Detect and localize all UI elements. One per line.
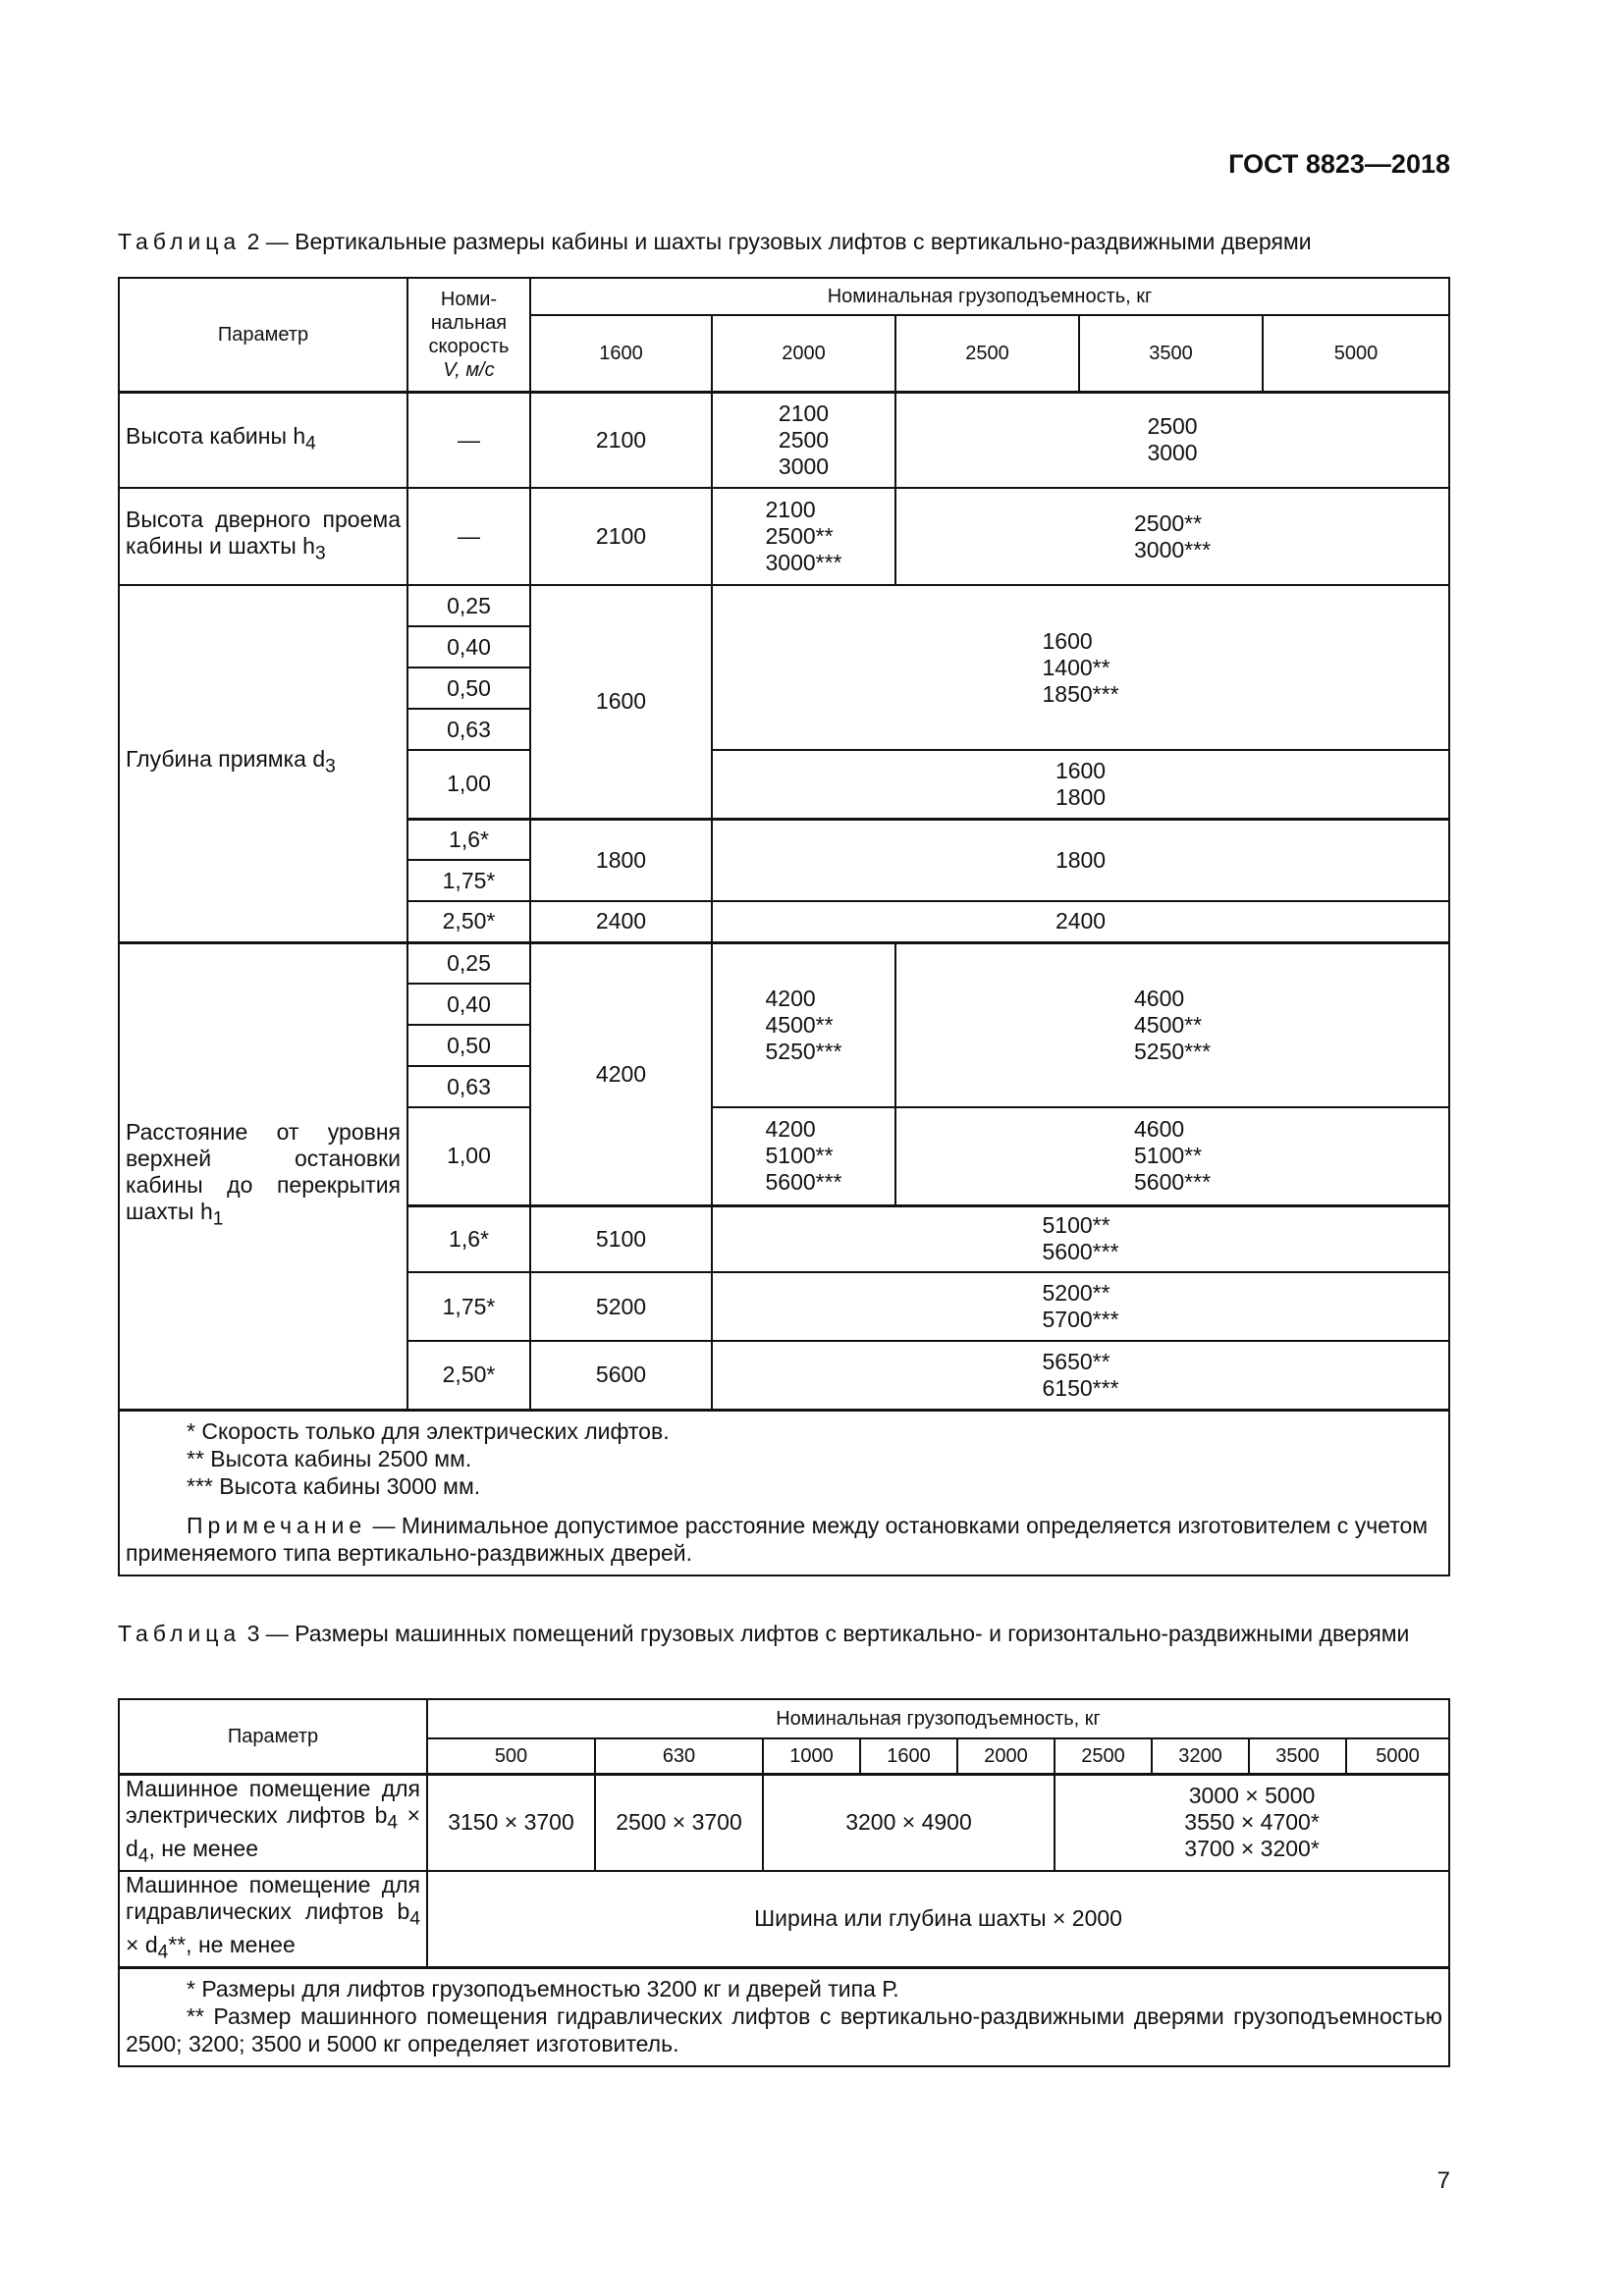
t2-r2-2000	[712, 488, 895, 585]
t2-r2-2500-line: 3000***	[1134, 536, 1212, 562]
t3-col-2000: 2000	[957, 1738, 1055, 1774]
t2-r4-a2000	[712, 942, 895, 1107]
t2-r4-b2000	[712, 1107, 895, 1205]
t2-r4-speed: 1,75*	[407, 1272, 530, 1341]
t2-col-1600: 1600	[530, 315, 712, 392]
t2-r3-group3: 1800	[712, 819, 1449, 901]
t2-r4-speed: 0,63	[407, 1066, 530, 1107]
t2-r4-c-line: 5600***	[1042, 1239, 1119, 1265]
t2-r3-param	[119, 585, 407, 942]
t3-header-capacity: Номинальная грузоподъемность, кг	[427, 1699, 1449, 1738]
table3-caption-word: Таблица	[118, 1621, 242, 1646]
t2-r4-b2000-line: 4200	[765, 1116, 816, 1143]
t3-col-5000: 5000	[1346, 1738, 1449, 1774]
t2-r2-2500-5000	[895, 488, 1449, 585]
t2-r2-1600: 2100	[530, 488, 712, 585]
t3-r1-sub-a: 4	[387, 1812, 399, 1834]
t3-r2-value: Ширина или глубина шахты × 2000	[427, 1871, 1449, 1968]
t2-r2-param-text: Высота дверного проема кабины и шахты h	[126, 506, 401, 559]
t2-r1-2000	[712, 392, 895, 488]
t2-r1-2500-line: 2500	[1147, 413, 1198, 440]
t2-notes	[119, 1410, 1449, 1575]
t2-col-5000: 5000	[1263, 315, 1449, 392]
t2-r2-2500-line: 2500**	[1134, 509, 1203, 536]
t3-col-2500: 2500	[1055, 1738, 1152, 1774]
t2-r4-d-line: 5200**	[1042, 1280, 1110, 1306]
t2-r4-d-line: 5700***	[1042, 1307, 1119, 1332]
t3-col-3500: 3500	[1249, 1738, 1346, 1774]
t2-footnote: * Скорость только для электрических лифтов.	[187, 1417, 670, 1444]
t2-header-param: Параметр	[119, 278, 407, 392]
t2-footnote: *** Высота кабины 3000 мм.	[187, 1472, 481, 1499]
t3-r1-2500-5000	[1055, 1774, 1449, 1871]
t2-r4-e-line: 6150***	[1042, 1374, 1119, 1401]
t3-r2-param-c: **, не менее	[168, 1932, 296, 1958]
t2-r2-speed: —	[407, 488, 530, 585]
t2-r1-param	[119, 392, 407, 488]
t2-r4-e	[712, 1341, 1449, 1410]
t2-r1-2000-line: 3000	[778, 453, 830, 479]
t3-r1-2500-line: 3550 × 4700*	[1184, 1809, 1320, 1836]
t3-col-3200: 3200	[1152, 1738, 1249, 1774]
t2-r4-speed: 1,00	[407, 1107, 530, 1205]
t2-r3-speed: 0,25	[407, 585, 530, 626]
t2-header-speed-unit: V, м/с	[443, 358, 495, 381]
t3-header-param: Параметр	[119, 1699, 427, 1774]
page-number: 7	[1436, 2167, 1450, 2194]
t2-footnote: ** Высота кабины 2500 мм.	[187, 1445, 472, 1471]
t2-r2-param-sub: 3	[314, 543, 326, 564]
t2-r4-a2500-line: 4600	[1134, 985, 1185, 1011]
t2-r3-param-text: Глубина приямка d	[126, 746, 326, 773]
t2-note-word: Примечание	[187, 1512, 367, 1538]
t2-r4-a2000-line: 5250***	[765, 1038, 842, 1064]
t2-r3-group1	[712, 585, 1449, 750]
t2-r4-a2500-line: 5250***	[1134, 1038, 1212, 1064]
t2-r4-b2000-line: 5100**	[765, 1143, 834, 1169]
t2-r3-group2-line: 1800	[1055, 783, 1107, 810]
table2-caption-text: 2 — Вертикальные размеры кабины и шахты грузовых лифтов с вертикально-раздвижными дверями	[246, 229, 1312, 254]
t2-r1-1600: 2100	[530, 392, 712, 488]
t2-r3-group1-line: 1600	[1042, 627, 1093, 654]
t2-r4-param-text: Расстояние от уровня верхней остановки кабины до перекрытия шахты h	[126, 1119, 401, 1225]
t2-header-speed-label: Номи-нальная скорость	[428, 288, 510, 357]
t2-col-2500: 2500	[895, 315, 1079, 392]
table3-caption	[118, 1618, 1448, 1649]
t3-r2-param-a: Машинное помещение для гидравлических лифтов b	[126, 1871, 420, 1924]
t2-r3-1800: 1800	[530, 819, 712, 901]
t2-r3-2400: 2400	[530, 901, 712, 942]
t3-r2-sub-a: 4	[409, 1908, 420, 1930]
t2-r1-param-text: Высота кабины h	[126, 422, 306, 449]
t2-r3-1600: 1600	[530, 585, 712, 819]
t2-r4-speed: 0,40	[407, 984, 530, 1025]
table2-caption-word: Таблица	[118, 229, 242, 254]
t3-notes	[119, 1967, 1449, 2066]
t2-note	[126, 1512, 1442, 1567]
t2-r1-2000-line: 2100	[778, 400, 830, 426]
t2-r4-b2500-line: 5600***	[1134, 1169, 1212, 1196]
t2-r3-speed: 0,50	[407, 667, 530, 709]
t3-r2-sub-b: 4	[157, 1942, 169, 1963]
t2-r3-speed: 1,00	[407, 750, 530, 819]
t2-r3-speed: 1,75*	[407, 860, 530, 901]
t2-r4-a2500-line: 4500**	[1134, 1011, 1203, 1038]
t2-r3-group2	[712, 750, 1449, 819]
t2-r4-param	[119, 942, 407, 1410]
t3-col-1600: 1600	[860, 1738, 957, 1774]
t2-r4-b2500-line: 4600	[1134, 1116, 1185, 1143]
t2-r2-2000-line: 3000***	[765, 550, 842, 575]
t2-r4-speed: 1,6*	[407, 1205, 530, 1272]
t2-r1-speed: —	[407, 392, 530, 488]
t2-r1-2000-line: 2500	[778, 426, 830, 453]
t3-r1-sub-b: 4	[137, 1845, 149, 1867]
t2-r2-param	[119, 488, 407, 585]
t2-r4-5200: 5200	[530, 1272, 712, 1341]
t2-r3-group2-line: 1600	[1055, 757, 1107, 783]
t2-note-text: — Минимальное допустимое расстояние между остановками определяется изготовителем с учетом применяемого типа вертикально-раздвижных дверей.	[126, 1512, 1429, 1566]
t2-r2-2000-line: 2500**	[765, 523, 834, 549]
t2-r4-speed: 2,50*	[407, 1341, 530, 1410]
t3-r1-500: 3150 × 3700	[427, 1774, 595, 1871]
t3-r1-2500-line: 3700 × 3200*	[1184, 1836, 1320, 1862]
table2	[118, 277, 1450, 1576]
t2-r3-speed: 0,63	[407, 709, 530, 750]
t2-r3-group4: 2400	[712, 901, 1449, 942]
t2-r4-speed: 0,50	[407, 1025, 530, 1066]
table3	[118, 1698, 1450, 2067]
t2-r4-5100: 5100	[530, 1205, 712, 1272]
t3-r1-param-a: Машинное помещение для электрических лифтов b	[126, 1775, 420, 1828]
t2-r3-group1-line: 1850***	[1042, 680, 1119, 707]
t2-r4-b2500-line: 5100**	[1134, 1143, 1203, 1169]
t2-r2-2000-line: 2100	[765, 497, 816, 522]
t2-r4-a2000-line: 4500**	[765, 1011, 834, 1038]
t2-r1-2500-line: 3000	[1147, 440, 1198, 466]
t2-r4-c	[712, 1205, 1449, 1272]
t3-footnote: ** Размер машинного помещения гидравлических лифтов с вертикально-раздвижными дверями грузоподъемностью 2500; 3200; 3500 и 5000 кг определяет изготовитель.	[126, 2002, 1443, 2056]
t2-r3-speed: 2,50*	[407, 901, 530, 942]
t2-r4-a2500	[895, 942, 1449, 1107]
t2-r3-speed: 1,6*	[407, 819, 530, 860]
t3-r2-param	[119, 1871, 427, 1968]
t3-col-500: 500	[427, 1738, 595, 1774]
t3-r1-param-b: × d	[126, 1801, 420, 1862]
t3-r1-1000-2000: 3200 × 4900	[763, 1774, 1055, 1871]
t2-r3-param-sub: 3	[325, 757, 336, 778]
t2-r4-b2000-line: 5600***	[765, 1169, 842, 1196]
t3-footnote: * Размеры для лифтов грузоподъемностью 3200 кг и дверей типа Р.	[187, 1975, 899, 2002]
t2-col-2000: 2000	[712, 315, 895, 392]
t2-r4-a2000-line: 4200	[765, 985, 816, 1011]
t2-header-speed	[407, 278, 530, 392]
table2-caption	[118, 226, 1448, 257]
t2-r1-param-sub: 4	[305, 433, 316, 454]
t3-col-630: 630	[595, 1738, 763, 1774]
t3-r1-2500-line: 3000 × 5000	[1188, 1783, 1316, 1809]
t2-r4-4200: 4200	[530, 942, 712, 1205]
standard-number: ГОСТ 8823—2018	[1228, 149, 1450, 179]
t3-col-1000: 1000	[763, 1738, 860, 1774]
t2-r1-2500-5000	[895, 392, 1449, 488]
t2-r4-5600: 5600	[530, 1341, 712, 1410]
t2-r3-speed: 0,40	[407, 626, 530, 667]
t2-r4-d	[712, 1272, 1449, 1341]
t3-r2-param-b: × d	[126, 1932, 158, 1958]
t2-r4-b2500	[895, 1107, 1449, 1205]
table3-caption-text: 3 — Размеры машинных помещений грузовых лифтов с вертикально- и горизонтально-раздвижными дверями	[246, 1621, 1410, 1646]
t2-r4-e-line: 5650**	[1042, 1348, 1110, 1374]
t2-header-capacity: Номинальная грузоподъемность, кг	[530, 278, 1449, 315]
t2-r4-speed: 0,25	[407, 942, 530, 984]
t3-r1-param-c: , не менее	[148, 1836, 259, 1862]
t3-r1-param	[119, 1774, 427, 1871]
t2-r4-param-sub: 1	[212, 1208, 224, 1230]
t2-r3-group1-line: 1400**	[1042, 654, 1110, 680]
t2-col-3500: 3500	[1079, 315, 1263, 392]
t2-r4-c-line: 5100**	[1042, 1212, 1110, 1239]
t3-r1-630: 2500 × 3700	[595, 1774, 763, 1871]
